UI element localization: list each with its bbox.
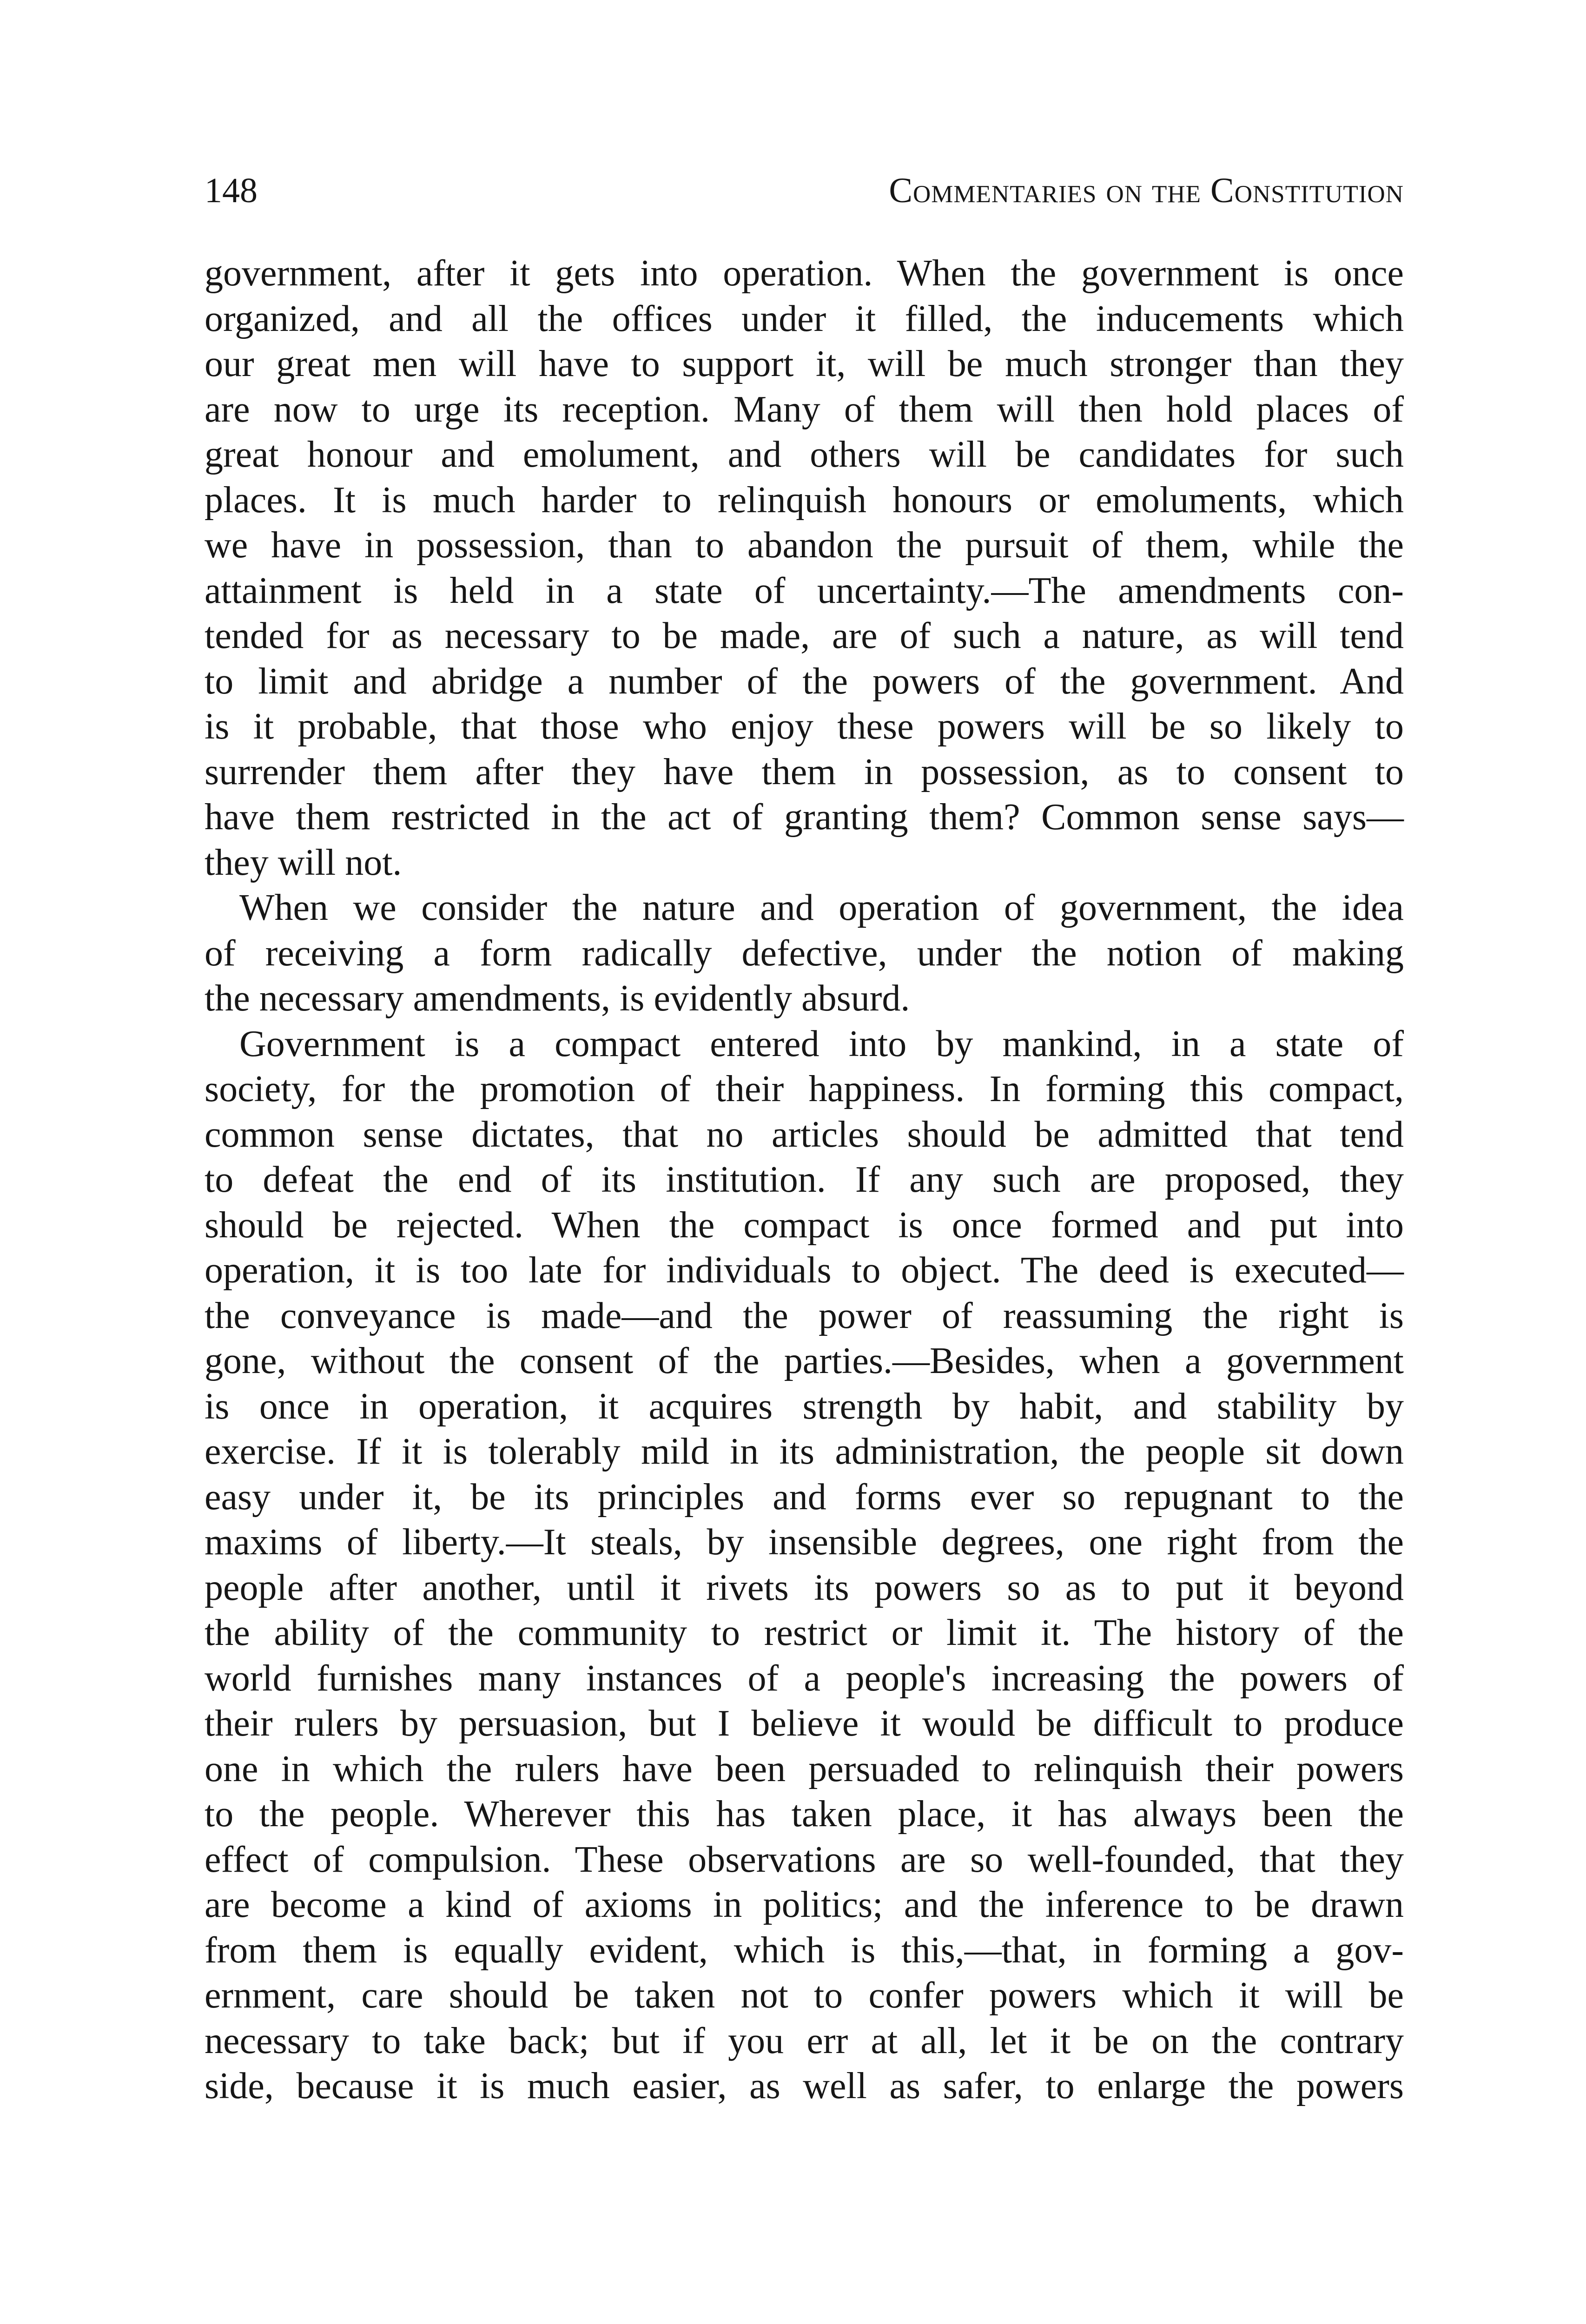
- text-line: from them is equally evident, which is this,—that, in forming a gov-: [205, 1929, 1404, 1971]
- text-line: the ability of the community to restrict or limit it. The history of the: [205, 1612, 1404, 1653]
- text-line: When we consider the nature and operation of government, the idea: [239, 887, 1404, 928]
- text-line: should be rejected. When the compact is once formed and put into: [205, 1204, 1404, 1246]
- text-line: to limit and abridge a number of the powers of the government. And: [205, 660, 1404, 702]
- text-line: their rulers by persuasion, but I believe it would be difficult to produce: [205, 1703, 1404, 1744]
- page-number: 148: [205, 171, 258, 210]
- text-line: is it probable, that those who enjoy these powers will be so likely to: [205, 706, 1404, 747]
- text-line: society, for the promotion of their happiness. In forming this compact,: [205, 1069, 1404, 1109]
- text-line: effect of compulsion. These observations are so well-founded, that they: [205, 1839, 1404, 1880]
- text-line: organized, and all the offices under it filled, the inducements which: [205, 298, 1404, 339]
- text-line: we have in possession, than to abandon the pursuit of them, while the: [205, 525, 1404, 566]
- text-line: world furnishes many instances of a people's increasing the powers of: [205, 1657, 1404, 1699]
- text-line: side, because it is much easier, as well as safer, to enlarge the powers: [205, 2066, 1404, 2106]
- text-line: to the people. Wherever this has taken place, it has always been the: [205, 1794, 1404, 1835]
- text-line: government, after it gets into operation. When the government is once: [205, 253, 1404, 294]
- text-line: of receiving a form radically defective, under the notion of making: [205, 932, 1404, 974]
- paragraph-1: [205, 251, 1404, 885]
- text-line: gone, without the consent of the parties.—Besides, when a government: [205, 1340, 1404, 1381]
- text-line: places. It is much harder to relinquish honours or emoluments, which: [205, 479, 1404, 521]
- text-line: is once in operation, it acquires strength by habit, and stability by: [205, 1386, 1404, 1427]
- text-line: ernment, care should be taken not to confer powers which it will be: [205, 1975, 1404, 2016]
- text-line: are become a kind of axioms in politics; and the inference to be drawn: [205, 1884, 1404, 1925]
- text-line: people after another, until it rivets its powers so as to put it beyond: [205, 1567, 1404, 1608]
- text-line: maxims of liberty.—It steals, by insensible degrees, one right from the: [205, 1522, 1404, 1563]
- text-line: to defeat the end of its institution. If any such are proposed, they: [205, 1159, 1404, 1200]
- text-line: they will not.: [205, 842, 402, 883]
- text-line: great honour and emolument, and others will be candidates for such: [205, 434, 1404, 475]
- text-line: easy under it, be its principles and forms ever so repugnant to the: [205, 1476, 1404, 1518]
- paragraph-3: [205, 1022, 1404, 2109]
- text-line: tended for as necessary to be made, are of such a nature, as will tend: [205, 615, 1404, 656]
- text-line: operation, it is too late for individuals to object. The deed is executed—: [205, 1250, 1404, 1291]
- text-line: our great men will have to support it, will be much stronger than they: [205, 343, 1404, 384]
- text-line: attainment is held in a state of uncertainty.—The amendments con-: [205, 570, 1404, 611]
- text-line: the necessary amendments, is evidently absurd.: [205, 978, 910, 1019]
- text-line: surrender them after they have them in possession, as to consent to: [205, 751, 1404, 792]
- text-line: Government is a compact entered into by mankind, in a state of: [239, 1023, 1404, 1064]
- text-line: are now to urge its reception. Many of them will then hold places of: [205, 389, 1404, 430]
- text-line: necessary to take back; but if you err at all, let it be on the contrary: [205, 2020, 1404, 2061]
- text-line: common sense dictates, that no articles should be admitted that tend: [205, 1114, 1404, 1155]
- text-line: have them restricted in the act of granting them? Common sense says—: [205, 797, 1404, 838]
- running-header: [205, 163, 1404, 218]
- text-line: one in which the rulers have been persuaded to relinquish their powers: [205, 1748, 1404, 1789]
- paragraph-2: [205, 885, 1404, 1022]
- text-line: the conveyance is made—and the power of reassuming the right is: [205, 1295, 1404, 1336]
- text-line: exercise. If it is tolerably mild in its administration, the people sit down: [205, 1431, 1404, 1472]
- body-text: [205, 251, 1404, 2109]
- running-title: Commentaries on the Constitution: [889, 171, 1404, 210]
